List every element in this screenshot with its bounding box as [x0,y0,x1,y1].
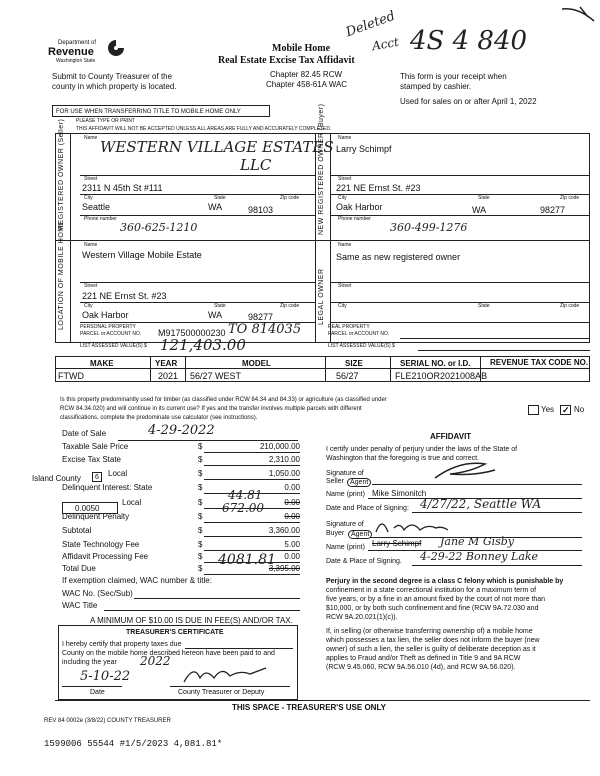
timber-text2: RCW 84.34.020) and will continue in its current use? If yes and the transfer involves multiple parcels with different [60,406,362,412]
dor-logo [48,38,128,66]
buyer-side-label: NEW REGISTERED OWNER (Buyer) [318,103,325,235]
vehicle-year[interactable]: 2021 [158,371,179,381]
wac-no-label: WAC No. (Sec/Sub) [62,589,133,598]
seller-sig-label2: Seller [326,478,344,485]
tax-row-value[interactable]: 1,050.00 [268,469,300,478]
sell-line2: which possesses a tax lien, the seller does not inform the buyer (new [326,637,540,644]
county-code-box [92,472,102,482]
location-side-label: LOCATION OF MOBILE HOME [58,220,65,330]
pp-value[interactable]: M917500000230 [158,328,226,338]
tax-row-value[interactable]: 210,000.00 [259,442,300,451]
form-title-line2: Real Estate Excise Tax Affidavit [218,55,355,66]
perjury-line2: confinement in a state correctional institution for a maximum term of [326,587,537,594]
buyer-street[interactable]: 221 NE Ernst St. #23 [336,183,421,193]
location-city-label: City [84,303,93,309]
buyer-name-typed: Larry Schimpf [372,539,422,548]
tax-row-value[interactable]: 3,395.00 [268,564,300,573]
legal-name-label: Name [338,242,352,248]
sale-date-label: Date of Sale [62,429,107,438]
buyer-name[interactable]: Larry Schimpf [336,144,392,154]
sale-date-value[interactable]: 4-29-2022 [148,423,215,438]
logo-department: Department of [58,40,97,46]
vehicle-model[interactable]: 56/27 WEST [190,371,242,381]
chapter-wac: Chapter 458-61A WAC [266,80,348,89]
logo-washington: Washington State [56,58,96,64]
buyer-city-label: City [338,195,347,201]
treasurer-title: TREASURER'S CERTIFICATE [126,629,224,636]
seller-signature[interactable] [430,458,500,486]
vehicle-make[interactable]: FTWD [58,371,84,381]
corner-mark-icon [560,5,596,25]
buyer-name-label: Name [338,135,352,141]
vehicle-header-size: SIZE [345,359,363,368]
seller-state-label: State [214,195,226,201]
county-code: 6 [95,474,99,481]
annotation-acct: Acct [370,34,400,54]
tax-row-label: Excise Tax State [62,455,121,464]
seller-sig-label1: Signature of [326,470,364,477]
seller-side-label: REGISTERED OWNER (Seller) [58,118,65,230]
form-title-line1: Mobile Home [272,43,331,54]
county-label: Island County [32,474,81,483]
location-name-label: Name [84,242,98,248]
vehicle-serial[interactable]: FLE210OR2021008AB [395,371,488,381]
legal-state-label: State [478,303,490,309]
location-state[interactable]: WA [208,310,223,320]
tax-row-label: State Technology Fee [62,540,140,549]
sell-line5: (RCW 9.45.060, RCW 9A.56.010 (4d), and RCW 9A.56.020). [326,664,516,671]
pp-label1: PERSONAL PROPERTY [80,324,136,330]
seller-city[interactable]: Seattle [82,202,111,212]
legal-zip-label: Zip code [560,303,580,309]
seller-phone[interactable]: 360-625-1210 [120,221,198,234]
seller-phone-label: Phone number [84,216,117,222]
tax-row-value[interactable]: 0.00 [284,512,300,521]
tax-row-value[interactable]: 0.00 [284,483,300,492]
legal-owner-name[interactable]: Same as new registered owner [336,252,461,262]
annotation-account-number: 4S 4 840 [410,26,528,56]
tax-row-label: Taxable Sale Price [62,442,129,451]
dollar-sign: $ [198,455,203,464]
dollar-sign: $ [198,540,203,549]
treasurer-date[interactable]: 5-10-22 [80,669,131,684]
sell-line1: If, in selling (or otherwise transferring ownership of) a mobile home [326,628,533,635]
seller-name-print-label: Name (print) [326,491,365,498]
timber-no-label: No [574,405,585,414]
treasurer-signature[interactable] [180,660,270,688]
treasurer-line1: I hereby certify that property taxes due [62,641,182,648]
buyer-state[interactable]: WA [472,205,487,215]
submit-line2: county in which property is located. [52,82,177,91]
receipt-line1: This form is your receipt when [400,72,507,81]
logo-revenue: Revenue [48,46,94,58]
treasurer-year[interactable]: 2022 [140,654,171,668]
transfer-note-box [52,105,270,117]
seller-street-label: Street [84,176,98,182]
tax-row-value[interactable]: 0.00 [284,552,300,561]
chapter-rcw: Chapter 82.45 RCW [270,70,343,79]
rate-value[interactable]: 0.0050 [75,504,100,513]
certify-line1: I certify under penalty of perjury under the laws of the State of [326,446,518,453]
tax-row-label: Total Due [62,564,96,573]
seller-name-label: Name [84,135,98,141]
dollar-sign: $ [198,483,203,492]
tax-row-value[interactable]: 0.00 [284,498,300,507]
timber-yes-label: Yes [541,405,555,414]
footer-rev: REV 84 0002e (3/8/22) COUNTY TREASURER [44,718,171,724]
hand-penalty: 672.00 [222,501,264,515]
legal-assessed-label: LIST ASSESSED VALUE(S) $ [328,343,395,349]
annotation-deleted: Deleted [343,8,398,41]
buyer-date-label: Date & Place of Signing. [326,558,402,565]
buyer-city[interactable]: Oak Harbor [336,202,383,212]
dollar-sign: $ [198,498,203,507]
perjury-line3: five years, or by a fine in an amount fixed by the court of not more than [326,596,546,603]
pp-label2: PARCEL or ACCOUNT NO. [80,331,142,337]
seller-name-line2[interactable]: LLC [240,156,272,174]
hand-interest: 44.81 [228,488,263,502]
vehicle-header-taxcode: REVENUE TAX CODE NO. [490,358,589,367]
footer-stamp: 1599006 55544 #1/5/2023 4,081.81* [44,739,223,749]
location-zip[interactable]: 98277 [248,312,274,322]
location-state-label: State [214,303,226,309]
pp-hand-value: TO 814035 [228,322,302,337]
tax-row-label: Delinquent Penalty [62,512,130,521]
tax-row-value[interactable]: 5.00 [284,540,300,549]
hand-total: 4081.81 [218,552,276,568]
tax-row-label: Delinquent Interest: State [62,483,153,492]
buyer-phone-label: Phone number [338,216,371,222]
receipt-line2: stamped by cashier. [400,82,472,91]
treasurer-space-label: THIS SPACE - TREASURER'S USE ONLY [232,703,386,712]
legal-owner-side-label: LEGAL OWNER [318,268,325,325]
location-zip-label: Zip code [280,303,300,309]
pp-assessed-label: LIST ASSESSED VALUE(S) $ [80,343,147,349]
location-city[interactable]: Oak Harbor [82,310,129,320]
perjury-line1: Perjury in the second degree is a class C felony which is punishable by [326,578,564,585]
transfer-note: FOR USE WHEN TRANSFERRING TITLE TO MOBILE HOME ONLY [56,109,241,115]
buyer-state-label: State [478,195,490,201]
buyer-sig-label1: Signature of [326,521,364,528]
minimum-note: A MINIMUM OF $10.00 IS DUE IN FEE(S) AND/OR TAX. [90,616,293,625]
dollar-sign: $ [198,469,203,478]
timber-yes-checkbox[interactable] [528,405,539,415]
type-print-note: PLEASE TYPE OR PRINT [76,118,136,124]
buyer-agent-label: Agent [348,530,372,539]
submit-line1: Submit to County Treasurer of the [52,72,173,81]
dollar-sign: $ [198,552,203,561]
treasurer-line2: County on the mobile home described hereon have been paid to and [62,650,275,657]
perjury-line4: $10,000, or by both such confinement and fine (RCW 9A.72.030 and [326,605,539,612]
buyer-street-label: Street [338,176,352,182]
buyer-zip[interactable]: 98277 [540,205,566,215]
tax-row-value[interactable]: 3,360.00 [268,526,300,535]
dollar-sign: $ [198,564,203,573]
sell-line3: owner) of such a lien, the seller is guilty of deliberate deception as it [326,646,536,653]
legal-street-label: Street [338,283,352,289]
tax-row-label: Subtotal [62,526,92,535]
buyer-name-print-label: Name (print) [326,544,365,551]
buyer-name-hand[interactable]: Jane M Gisby [440,535,515,548]
certify-line2: Washington that the foregoing is true and correct. [326,455,480,462]
location-name[interactable]: Western Village Mobile Estate [82,250,202,260]
rate-box [62,502,118,514]
dollar-sign: $ [198,442,203,451]
treasurer-sig-label: County Treasurer or Deputy [178,689,265,696]
vehicle-header-serial: SERIAL NO. or I.D. [400,359,471,368]
seller-zip[interactable]: 98103 [248,205,274,215]
tax-row-label: Local [108,469,128,478]
seller-agent-label: Agent [347,478,371,487]
seller-zip-label: Zip code [280,195,300,201]
buyer-zip-label: Zip code [560,195,580,201]
vehicle-header-model: MODEL [242,359,271,368]
sell-line4: applies to Fraud and/or Theft as defined in Title 9 and 9A RCW [326,655,521,662]
timber-no-checkbox[interactable] [560,405,571,415]
seller-city-label: City [84,195,93,201]
pp-assessed-value[interactable]: 121,403.00 [160,336,246,354]
affidavit-title: AFFIDAVIT [430,432,472,441]
dollar-sign: $ [198,512,203,521]
exemption-line: If exemption claimed, WAC number & title: [62,576,212,585]
vehicle-size[interactable]: 56/27 [336,371,359,381]
legal-city-label: City [338,303,347,309]
dollar-sign: $ [198,526,203,535]
buyer-date-value[interactable]: 4-29-22 Bonney Lake [420,550,539,563]
vehicle-header-make: MAKE [90,359,114,368]
vehicle-header-year: YEAR [155,359,178,368]
tax-row-label: Affidavit Processing Fee [62,552,149,561]
location-street-label: Street [84,283,98,289]
seller-date-value[interactable]: 4/27/22, Seattle WA [420,497,542,511]
seller-street[interactable]: 2311 N 45th St #111 [82,183,163,193]
logo-swirl-icon [106,38,126,58]
tax-row-value[interactable]: 2,310.00 [268,455,300,464]
timber-no-check: ✓ [562,405,570,415]
rp-label1: REAL PROPERTY [328,324,370,330]
timber-text1: Is this property predominantly used for timber (as classified under RCW 84.34 and 84.33) or agriculture (as classified under [60,397,387,403]
wac-title-label: WAC Title [62,601,98,610]
seller-state[interactable]: WA [208,202,223,212]
perjury-line5: RCW 9A.20.021(1)(c)). [326,614,398,621]
buyer-sig-label2: Buyer [326,530,345,537]
treasurer-date-label: Date [90,689,105,696]
buyer-phone[interactable]: 360-499-1276 [390,221,468,234]
seller-date-label: Date and Place of Signing: [326,505,409,512]
not-accepted-note: THIS AFFIDAVIT WILL NOT BE ACCEPTED UNLESS ALL AREAS ARE FULLY AND ACCURATELY COMPLETED. [76,126,332,132]
treasurer-line3: including the year [62,659,117,666]
sales-date-note: Used for sales on or after April 1, 2022 [400,97,537,106]
rp-label2: PARCEL or ACCOUNT NO. [328,331,390,337]
timber-text3: classifications, complete the predominate use calculator (see instructions). [60,415,258,421]
location-street[interactable]: 221 NE Ernst St. #23 [82,291,167,301]
tax-row-label: Local [122,498,142,507]
seller-name-print[interactable]: Mike Simonitch [372,489,427,498]
seller-name-line1[interactable]: WESTERN VILLAGE ESTATES [100,138,334,156]
